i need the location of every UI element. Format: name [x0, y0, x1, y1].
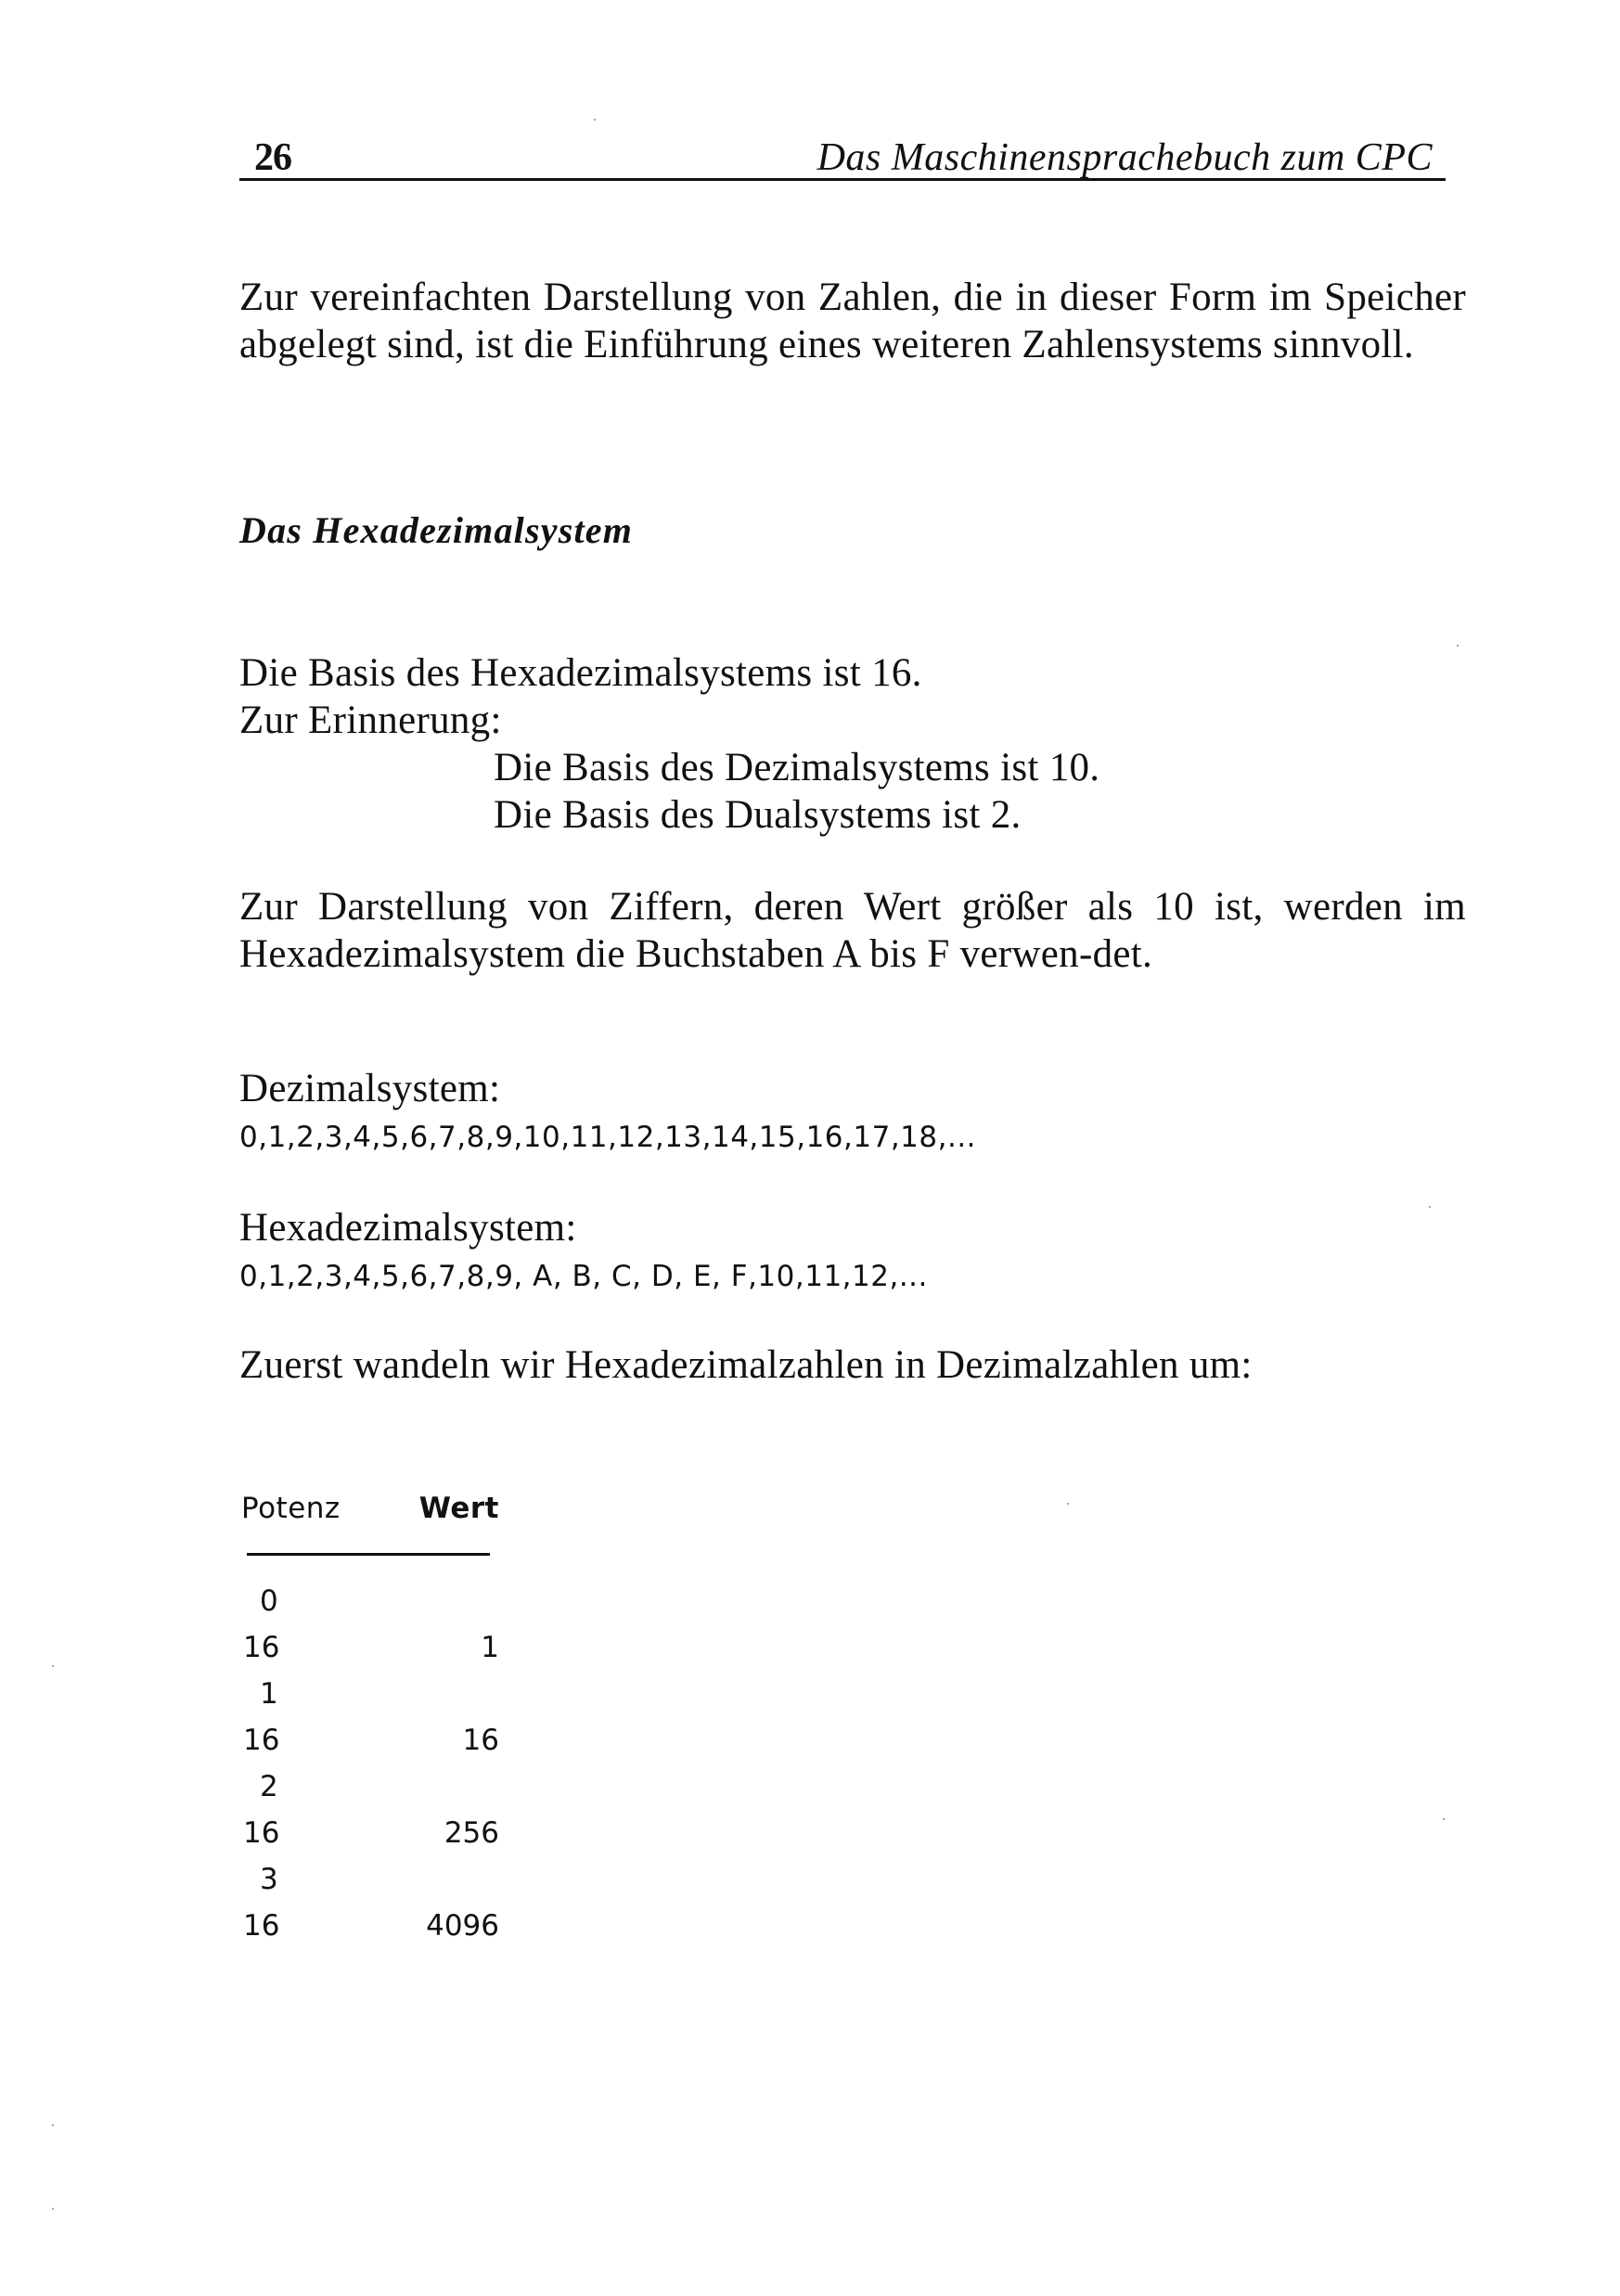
header-potenz: Potenz — [241, 1492, 341, 1525]
reminder-line-decimal: Die Basis des Dezimalsystems ist 10. — [494, 746, 1100, 789]
value: 4096 — [426, 1909, 499, 1943]
decimal-sequence: 0,1,2,3,4,5,6,7,8,9,10,11,12,13,14,15,16,17,18,... — [239, 1121, 977, 1154]
scan-speck — [594, 119, 596, 121]
table-rule — [247, 1553, 490, 1556]
exponent: 0 — [260, 1584, 278, 1618]
value: 256 — [444, 1816, 499, 1850]
hexadecimal-sequence: 0,1,2,3,4,5,6,7,8,9, A, B, C, D, E, F,10,11,12,... — [239, 1260, 928, 1293]
value: 1 — [481, 1631, 499, 1664]
decimal-label: Dezimalsystem: — [239, 1067, 501, 1110]
scan-speck — [52, 2124, 54, 2126]
page-number: 26 — [254, 136, 291, 179]
header-wert: Wert — [418, 1492, 499, 1525]
conversion-intro: Zuerst wandeln wir Hexadezimalzahlen in Dezimalzahlen um: — [239, 1343, 1253, 1387]
base: 16 — [243, 1816, 280, 1850]
section-heading: Das Hexadezimalsystem — [239, 509, 634, 551]
scan-speck — [1067, 1503, 1069, 1505]
exponent: 1 — [260, 1677, 278, 1711]
table-row — [239, 1584, 499, 1677]
scan-speck — [52, 2208, 54, 2210]
exponent: 2 — [260, 1770, 278, 1803]
scan-speck — [1429, 1206, 1431, 1208]
table-row — [239, 1770, 499, 1863]
table-row — [239, 1677, 499, 1770]
scan-speck — [1443, 1818, 1445, 1820]
value: 16 — [462, 1724, 499, 1757]
scan-speck — [52, 1665, 54, 1667]
base: 16 — [243, 1909, 280, 1943]
base: 16 — [243, 1724, 280, 1757]
base-statement: Die Basis des Hexadezimalsystems ist 16. — [239, 651, 922, 695]
reminder-label: Zur Erinnerung: — [239, 699, 502, 742]
base: 16 — [243, 1631, 280, 1664]
digits-paragraph: Zur Darstellung von Ziffern, deren Wert größer als 10 ist, werden im Hexadezimalsystem die Buchstaben A bis F verwen-det. — [239, 885, 1466, 976]
running-title: Das Maschinensprachebuch zum CPC — [816, 136, 1433, 179]
reminder-line-binary: Die Basis des Dualsystems ist 2. — [494, 793, 1022, 837]
scan-speck — [1457, 645, 1459, 647]
power-table — [239, 1492, 499, 1943]
exponent: 3 — [260, 1863, 278, 1896]
intro-paragraph: Zur vereinfachten Darstellung von Zahlen, die in dieser Form im Speicher abgelegt sind, ist die Einführung eines weiteren Zahlensystems sinnvoll. — [239, 276, 1466, 366]
table-row — [239, 1863, 499, 1956]
table-header-row — [239, 1492, 499, 1529]
running-header — [239, 130, 1446, 181]
hexadecimal-label: Hexadezimalsystem: — [239, 1206, 577, 1250]
